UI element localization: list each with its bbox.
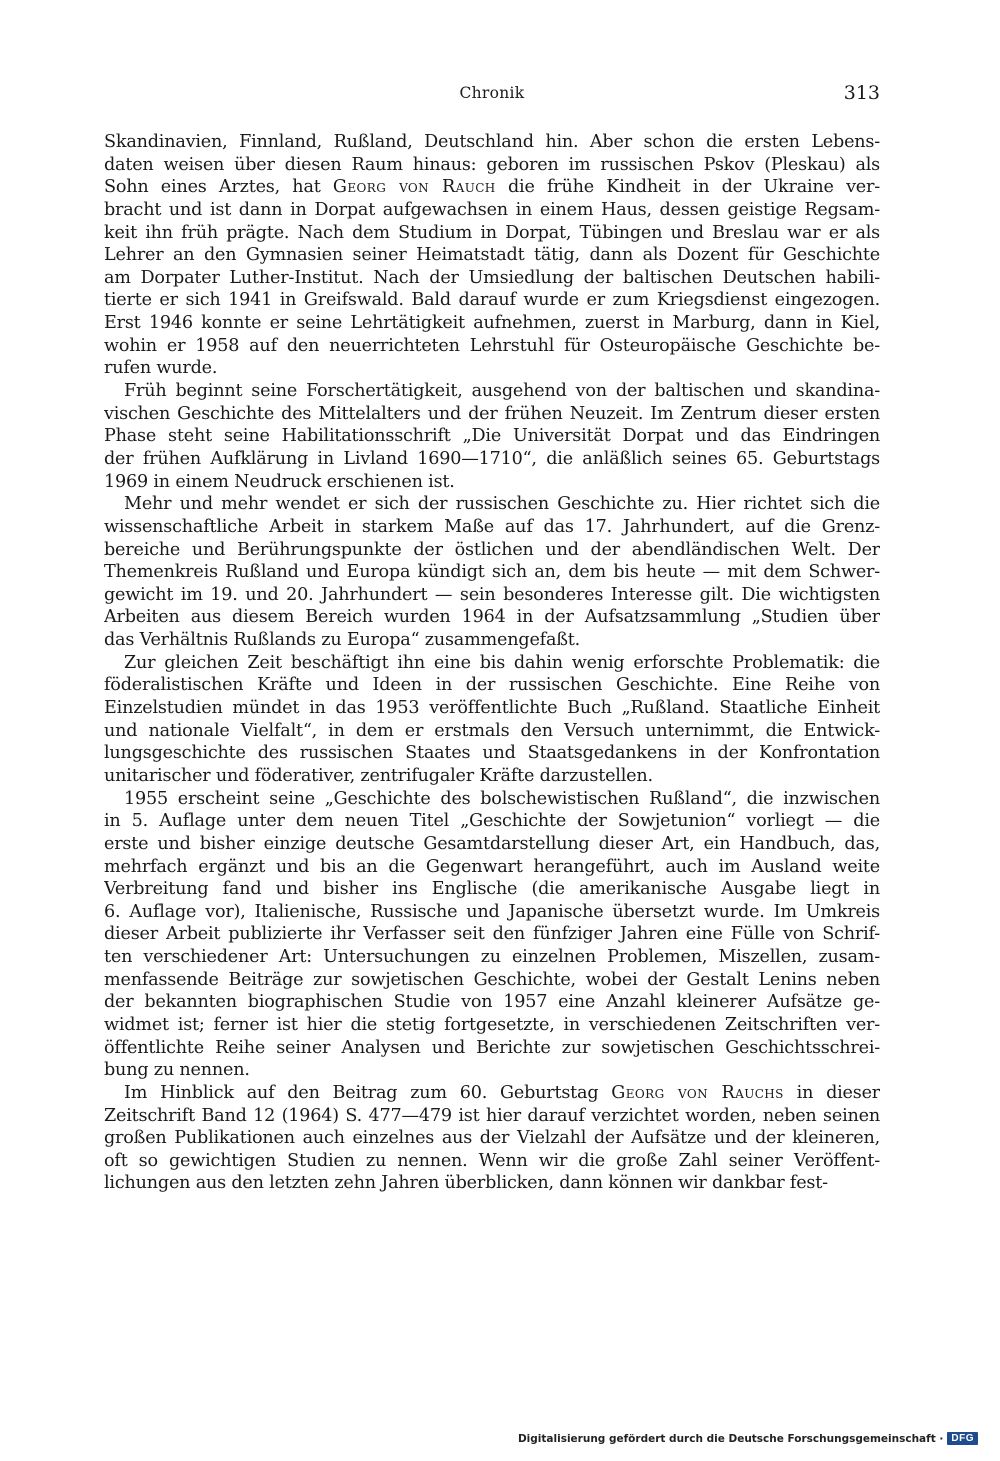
text-line (104, 403, 880, 426)
text-line (104, 154, 880, 177)
text-line (104, 923, 880, 946)
text-line (104, 629, 880, 652)
author-name: Georg von Rauchs (611, 1082, 784, 1103)
text-segment: föderalistischen Kräfte und Ideen in der russischen Geschichte. Eine Reihe von (104, 675, 880, 696)
text-segment: lungsgeschichte des russischen Staates und Staatsgedankens in der Konfrontation (104, 743, 880, 764)
text-segment: bereiche und Berührungspunkte der östlichen und der abendländischen Welt. Der (104, 539, 880, 560)
text-segment: die frühe Kindheit in der Ukraine ver- (495, 177, 880, 198)
text-line (104, 946, 880, 969)
text-segment: Einzelstudien mündet in das 1953 veröffentlichte Buch „Rußland. Staatliche Einheit (104, 698, 880, 719)
text-line (104, 742, 880, 765)
text-line (104, 561, 880, 584)
text-line (104, 1127, 880, 1150)
text-segment: und nationale Vielfalt“, in dem er erstmals den Versuch unternimmt, die Entwick- (104, 720, 880, 741)
text-segment: Verbreitung fand und bisher ins Englische (die amerikanische Ausgabe liegt in (104, 879, 880, 900)
text-segment: gewicht im 19. und 20. Jahrhundert — sein besonderes Interesse gilt. Die wichtigsten (104, 584, 880, 605)
text-segment: großen Publikationen auch einzelnes aus der Vielzahl der Aufsätze und der kleineren, (104, 1128, 880, 1149)
text-segment: Arbeiten aus diesem Bereich wurden 1964 in der Aufsatzsammlung „Studien über (104, 607, 880, 628)
text-line (104, 357, 880, 380)
running-title: Chronik (459, 84, 525, 102)
text-line (104, 244, 880, 267)
text-line (104, 878, 880, 901)
page-number: 313 (843, 82, 880, 104)
text-line (104, 312, 880, 335)
paragraph (104, 652, 880, 788)
paragraph (104, 493, 880, 651)
text-segment: daten weisen über diesen Raum hinaus: geboren im russischen Pskov (Pleskau) als (104, 154, 880, 175)
text-segment: am Dorpater Luther-Institut. Nach der Umsiedlung der baltischen Deutschen habili- (104, 267, 880, 288)
text-line (104, 788, 880, 811)
author-name: Georg von Rauch (332, 177, 496, 198)
text-segment: wissenschaftliche Arbeit in starkem Maße auf das 17. Jahrhundert, auf die Grenz- (104, 516, 880, 537)
paragraph (104, 131, 880, 380)
text-segment: Im Hinblick auf den Beitrag zum 60. Geburtstag (124, 1082, 612, 1103)
text-line (104, 1105, 880, 1128)
text-segment: vischen Geschichte des Mittelalters und der frühen Neuzeit. Im Zentrum dieser ersten (104, 403, 880, 424)
text-segment: mehrfach ergänzt und bis an die Gegenwart herangeführt, auch im Ausland weite (104, 856, 880, 877)
text-segment: menfassende Beiträge zur sowjetischen Geschichte, wobei der Gestalt Lenins neben (104, 969, 880, 990)
text-segment: der bekannten biographischen Studie von 1957 eine Anzahl kleinerer Aufsätze ge- (104, 992, 880, 1013)
text-segment: Zeitschrift Band 12 (1964) S. 477—479 ist hier darauf verzichtet worden, neben seinen (104, 1105, 880, 1126)
text-line (104, 697, 880, 720)
text-line (104, 448, 880, 471)
text-segment: tierte er sich 1941 in Greifswald. Bald darauf wurde er zum Kriegsdienst eingezogen. (104, 290, 880, 311)
dfg-logo: DFG (947, 1432, 978, 1445)
text-line (104, 969, 880, 992)
text-line (104, 765, 880, 788)
text-segment: Zur gleichen Zeit beschäftigt ihn eine bis dahin wenig erforschte Problematik: die (124, 652, 880, 673)
text-line (104, 652, 880, 675)
text-segment: Sohn eines Arztes, hat (104, 177, 333, 198)
digitization-credit-text: Digitalisierung gefördert durch die Deutsche Forschungsgemeinschaft · (517, 1432, 944, 1445)
text-line (104, 222, 880, 245)
digitization-credit (518, 1432, 978, 1445)
text-line (104, 606, 880, 629)
text-segment: Skandinavien, Finnland, Rußland, Deutschland hin. Aber schon die ersten Lebens- (104, 132, 880, 152)
text-segment: bracht und ist dann in Dorpat aufgewachsen in einem Haus, dessen geistige Regsam- (104, 199, 880, 220)
text-segment: oft so gewichtigen Studien zu nennen. Wenn wir die große Zahl seiner Veröffent- (104, 1150, 880, 1171)
text-segment: dieser Arbeit publizierte ihr Verfasser seit den fünfziger Jahren eine Fülle von Schrif- (104, 924, 880, 945)
text-line (104, 1082, 880, 1105)
text-line (104, 1059, 880, 1082)
text-line (104, 176, 880, 199)
text-segment: erste und bisher einzige deutsche Gesamtdarstellung dieser Art, ein Handbuch, das, (104, 833, 880, 854)
text-segment: 6. Auflage vor), Italienische, Russische und Japanische übersetzt wurde. Im Umkreis (104, 901, 880, 922)
text-line (104, 539, 880, 562)
text-segment: Früh beginnt seine Forschertätigkeit, ausgehend von der baltischen und skandina- (124, 381, 880, 402)
text-line (104, 810, 880, 833)
text-line (104, 516, 880, 539)
text-segment: in 5. Auflage unter dem neuen Titel „Geschichte der Sowjetunion“ vorliegt — die (104, 811, 880, 832)
text-line (104, 901, 880, 924)
text-segment: bung zu nennen. (104, 1060, 250, 1081)
text-line (104, 289, 880, 312)
text-segment: in dieser (783, 1082, 880, 1103)
text-line (104, 1014, 880, 1037)
text-segment: Erst 1946 konnte er seine Lehrtätigkeit aufnehmen, zuerst in Marburg, dann in Kiel, (104, 313, 880, 334)
text-line (104, 674, 880, 697)
text-segment: Lehrer an den Gymnasien seiner Heimatstadt tätig, dann als Dozent für Geschichte (104, 245, 880, 266)
text-line (104, 856, 880, 879)
paragraph (104, 380, 880, 493)
text-segment: Mehr und mehr wendet er sich der russischen Geschichte zu. Hier richtet sich die (124, 494, 880, 515)
text-segment: 1955 erscheint seine „Geschichte des bolschewistischen Rußland“, die inzwischen (124, 788, 880, 809)
text-segment: der frühen Aufklärung in Livland 1690—1710“, die anläßlich seines 65. Geburtstags (104, 448, 880, 469)
text-segment: ten verschiedener Art: Untersuchungen zu einzelnen Problemen, Miszellen, zusam- (104, 947, 880, 968)
text-line (104, 131, 880, 154)
text-line (104, 267, 880, 290)
text-segment: lichungen aus den letzten zehn Jahren überblicken, dann können wir dankbar fest- (104, 1173, 828, 1194)
text-segment: öffentlichte Reihe seiner Analysen und Berichte zur sowjetischen Geschichtsschrei- (104, 1037, 880, 1058)
text-line (104, 1150, 880, 1173)
paragraph (104, 788, 880, 1082)
text-line (104, 493, 880, 516)
text-segment: unitarischer und föderativer, zentrifugaler Kräfte darzustellen. (104, 765, 653, 786)
text-segment: 1969 in einem Neudruck erschienen ist. (104, 471, 455, 492)
paragraph (104, 1082, 880, 1195)
text-segment: Themenkreis Rußland und Europa kündigt sich an, dem bis heute — mit dem Schwer- (104, 562, 880, 583)
text-segment: keit ihn früh prägte. Nach dem Studium in Dorpat, Tübingen und Breslau war er als (104, 222, 880, 243)
body-text (104, 131, 880, 1195)
text-line (104, 199, 880, 222)
text-line (104, 425, 880, 448)
text-segment: wohin er 1958 auf den neuerrichteten Lehrstuhl für Osteuropäische Geschichte be- (104, 335, 880, 356)
page-header (104, 84, 880, 110)
text-segment: das Verhältnis Rußlands zu Europa“ zusammengefaßt. (104, 630, 581, 651)
text-line (104, 991, 880, 1014)
text-line (104, 335, 880, 358)
text-segment: Phase steht seine Habilitationsschrift „Die Universität Dorpat und das Eindringen (104, 426, 880, 447)
text-line (104, 584, 880, 607)
text-line (104, 1172, 880, 1195)
text-segment: rufen wurde. (104, 358, 218, 379)
text-line (104, 720, 880, 743)
text-line (104, 471, 880, 494)
text-line (104, 380, 880, 403)
text-line (104, 833, 880, 856)
text-segment: widmet ist; ferner ist hier die stetig fortgesetzte, in verschiedenen Zeitschriften ver- (104, 1014, 880, 1035)
text-line (104, 1037, 880, 1060)
